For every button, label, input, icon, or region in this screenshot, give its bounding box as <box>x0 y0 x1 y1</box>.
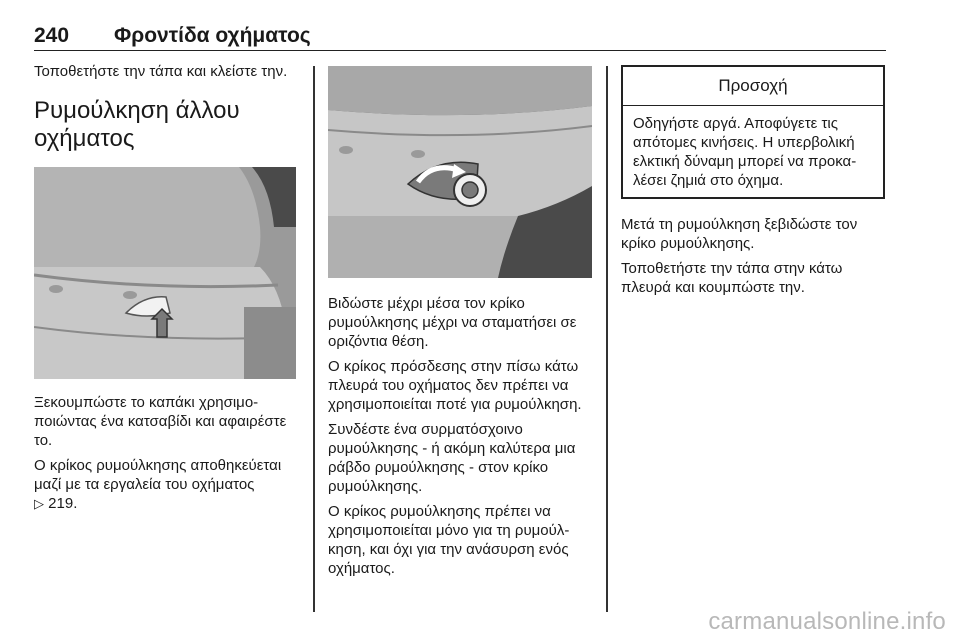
lashing-eye-warning: Ο κρίκος πρόσδεσης στην πίσω κάτω πλευρά του οχήματος δεν πρέπει να χρησιμοποιείται ποτέ για ρυμούλκηση. <box>328 358 582 413</box>
column-right <box>621 62 885 303</box>
page-number: 240 <box>34 24 70 47</box>
column-middle <box>328 62 592 584</box>
attach-rope-text: Συνδέστε ένα συρματόσχοινο ρυμούλκησης - ή ακόμη καλύτερα μια ράβδο ρυμούλκησης - στον κρίκο ρυμούλκησης. <box>328 421 576 495</box>
column-left <box>34 62 296 519</box>
caution-title: Προσοχή <box>623 67 883 106</box>
reference-page[interactable]: 219. <box>48 495 78 512</box>
section-heading: Ρυμούλκηση άλλου οχήματος <box>34 97 240 152</box>
caution-box <box>621 65 885 199</box>
intro-text: Τοποθετήστε την τάπα και κλείστε την. <box>34 63 288 80</box>
reference-arrow-icon: ▷ <box>34 496 44 511</box>
illustration-bumper-cover <box>34 167 296 379</box>
unscrew-text: Μετά τη ρυμούλκηση ξεβιδώστε τον κρίκο ρυμούλκησης. <box>621 216 858 252</box>
page-title: Φροντίδα οχήματος <box>114 24 311 47</box>
column-divider <box>606 66 608 612</box>
usage-note: Ο κρίκος ρυμούλκησης πρέπει να χρησιμοποιείται μόνο για τη ρυμούλκηση, και όχι για την ανάσυρση ενός οχήματος. <box>328 503 570 577</box>
storage-text: Ο κρίκος ρυμούλκησης αποθηκεύεται μαζί με τα εργαλεία του οχήματος ▷ 219. <box>34 457 282 512</box>
remove-cover-text: Ξεκουμπώστε το καπάκι χρησιμοποιώντας ένα κατσαβίδι και αφαιρέστε το. <box>34 394 287 449</box>
illustration-tow-eye <box>328 66 592 278</box>
screw-in-text: Βιδώστε μέχρι μέσα τον κρίκο ρυμούλκησης μέχρι να σταματήσει σε οριζόντια θέση. <box>328 295 577 350</box>
page-header <box>34 16 886 51</box>
watermark: carmanualsonline.info <box>708 608 946 635</box>
column-divider <box>313 66 315 612</box>
refit-cover-text: Τοποθετήστε την τάπα στην κάτω πλευρά και κουμπώστε την. <box>621 260 843 296</box>
caution-text: Οδηγήστε αργά. Αποφύγετε τις απότομες κινήσεις. Η υπερβολική ελκτική δύναμη μπορεί να προκαλέσει ζημιά στο όχημα. <box>633 115 857 189</box>
